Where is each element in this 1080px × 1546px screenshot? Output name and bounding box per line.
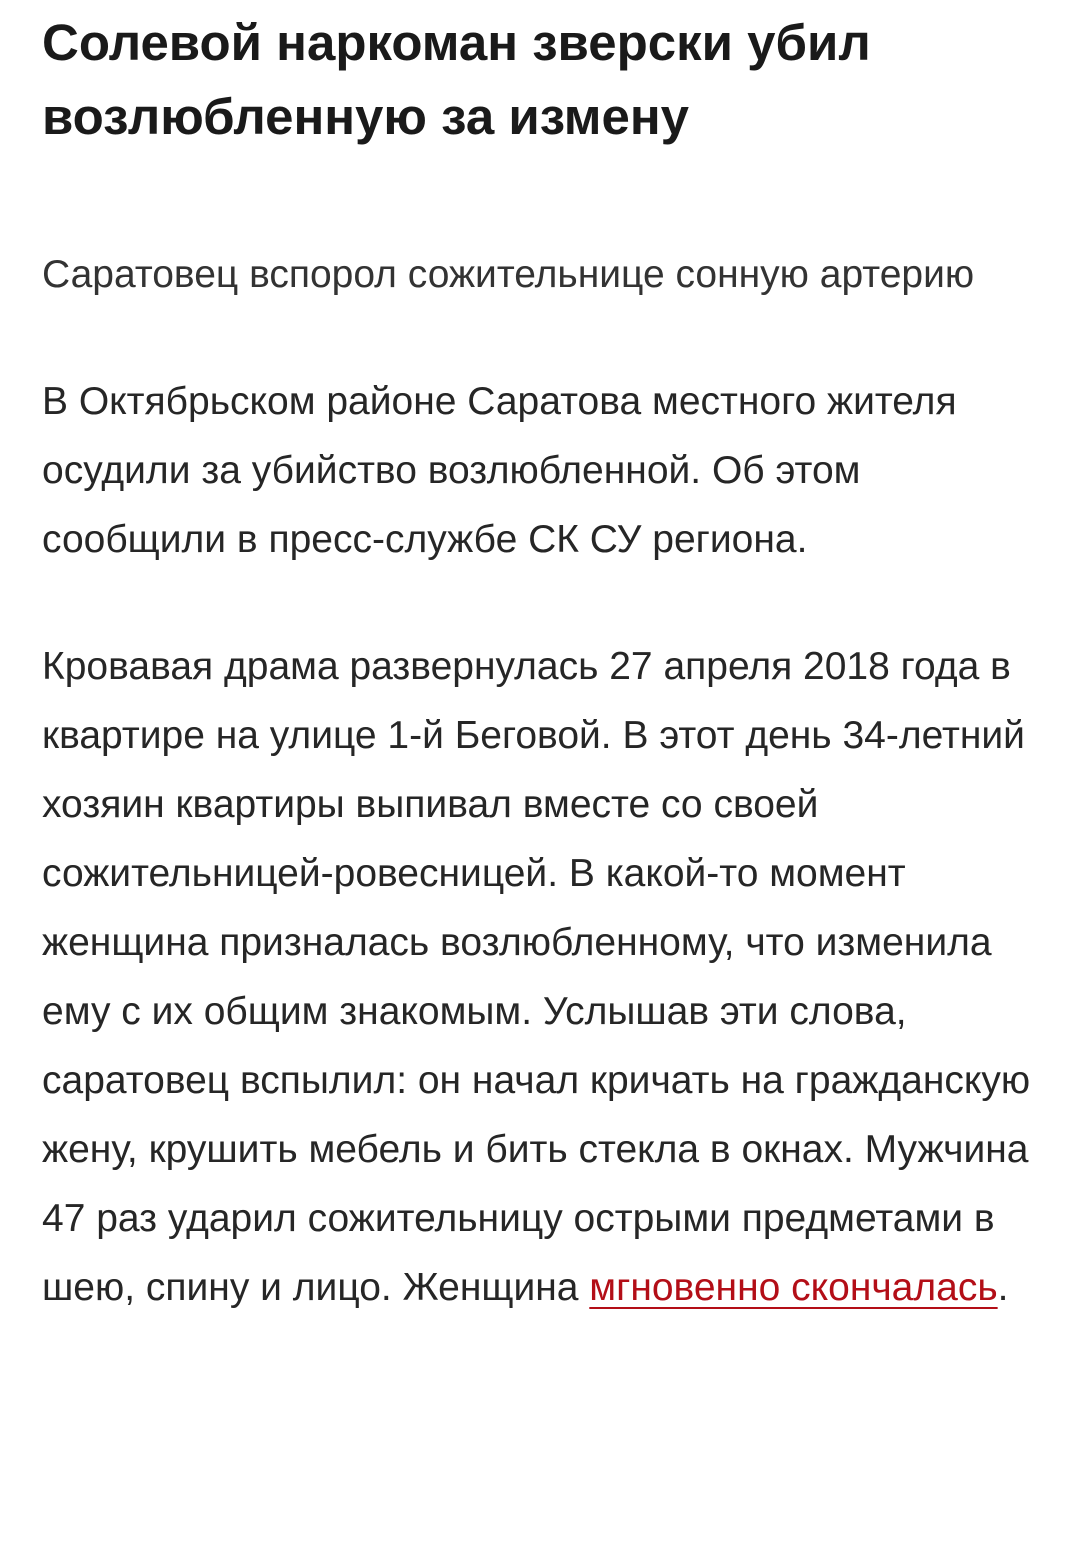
paragraph-text: Кровавая драма развернулась 27 апреля 2018 года в квартире на улице 1-й Беговой. В этот день 34-летний хозяин квартиры выпивал вместе со своей сожительницей-ровесницей. В какой-то момент женщина призналась возлюбленному, что изменила ему с их общим знакомым. Услышав эти слова, саратовец вспылил: он начал кричать на гражданскую жену, крушить мебель и бить стекла в окнах. Мужчина 47 раз ударил сожительницу острыми предметами в шею, спину и лицо. Женщина [42, 645, 1031, 1309]
paragraph-end: . [997, 1266, 1009, 1309]
article-paragraph [42, 632, 1038, 1322]
article-headline: Солевой наркоман зверски убил возлюбленную за измену [42, 14, 871, 145]
article-paragraph: В Октябрьском районе Саратова местного жителя осудили за убийство возлюбленной. Об этом сообщили в пресс-службе СК СУ региона. [42, 380, 957, 561]
article-subtitle: Саратовец вспорол сожительнице сонную артерию [42, 253, 975, 296]
article-link[interactable]: мгновенно скончалась [589, 1266, 998, 1309]
